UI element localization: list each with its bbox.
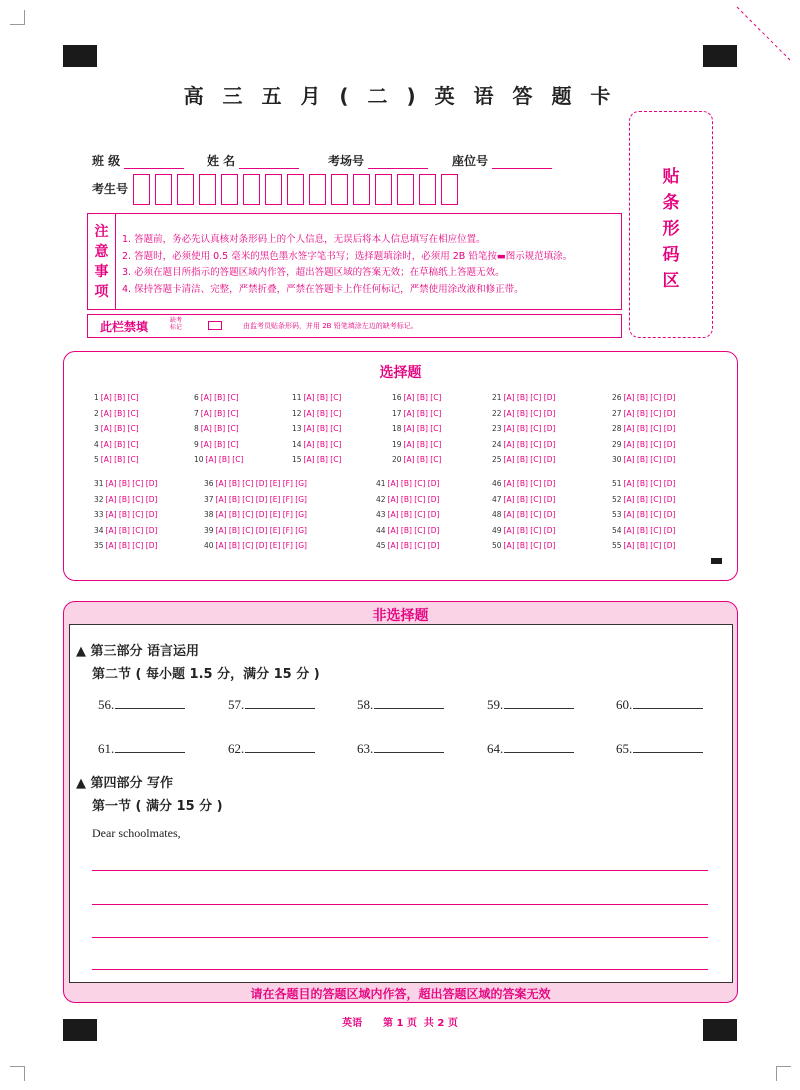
question-options: [A] [B] [C] [D]: [105, 510, 158, 520]
question-number: 25: [492, 455, 502, 465]
question-options: [A] [B] [C] [D]: [387, 525, 440, 535]
nonchoice-footer: 请在各题目的答题区域内作答，超出答题区域的答案无效: [250, 987, 551, 1001]
choice-question[interactable]: [492, 479, 555, 488]
question-number: 30: [612, 455, 622, 465]
question-number: 43: [376, 510, 386, 520]
choice-question[interactable]: [612, 440, 675, 449]
choice-question[interactable]: [292, 424, 341, 433]
choice-question[interactable]: [204, 541, 307, 550]
question-options: [A] [B] [C] [D]: [623, 455, 676, 465]
choice-title: 选择题: [379, 365, 422, 381]
question-options: [A] [B] [C] [D]: [503, 424, 556, 434]
page-title: 高 三 五 月 ( 二 ) 英 语 答 题 卡: [183, 84, 617, 108]
question-number: 6: [194, 393, 199, 402]
question-options: [A] [B] [C] [D]: [503, 408, 556, 418]
writing-line[interactable]: [92, 969, 708, 970]
seat-field[interactable]: [452, 152, 552, 169]
question-options: [A] [B] [C] [D]: [503, 439, 556, 449]
answer-blank[interactable]: 63.: [357, 740, 444, 757]
name-label: 姓 名: [207, 154, 236, 168]
question-number: 44: [376, 525, 386, 535]
choice-question[interactable]: [194, 440, 239, 449]
notice-item: 1. 答题前，务必先认真核对条形码上的个人信息，无误后将本人信息填写在相应位置。: [122, 234, 486, 245]
absent-mark-box[interactable]: [208, 321, 222, 330]
question-options: [A] [B] [C] [D]: [503, 479, 556, 488]
crop-mark: [776, 1066, 791, 1081]
question-number: 42: [376, 494, 386, 504]
question-number: 35: [94, 541, 104, 551]
choice-question[interactable]: [292, 409, 341, 418]
choice-question[interactable]: [612, 526, 675, 535]
answer-blank[interactable]: 57.: [228, 696, 315, 713]
question-number: 32: [94, 494, 104, 504]
question-number: 55: [612, 541, 622, 551]
question-number: 50: [492, 541, 502, 551]
question-options: [A] [B] [C] [D] [E] [F] [G]: [215, 510, 307, 520]
question-number: 21: [492, 393, 502, 402]
question-options: [A] [B] [C]: [200, 393, 239, 402]
position-mark: [63, 45, 97, 67]
choice-question[interactable]: [194, 409, 239, 418]
question-options: [A] [B] [C]: [200, 439, 239, 449]
question-options: [A] [B] [C] [D]: [387, 479, 440, 488]
question-options: [A] [B] [C] [D]: [387, 541, 440, 551]
crop-mark: [10, 10, 25, 25]
question-number: 36: [204, 479, 214, 488]
question-number: 41: [376, 479, 386, 488]
question-number: 22: [492, 408, 502, 418]
choice-question[interactable]: [612, 495, 675, 504]
question-options: [A] [B] [C]: [403, 393, 442, 402]
choice-question[interactable]: [204, 479, 307, 488]
choice-question[interactable]: [204, 510, 307, 519]
question-number: 13: [292, 424, 302, 434]
choice-question[interactable]: [492, 424, 555, 433]
question-number: 46: [492, 479, 502, 488]
forbid-label: 此栏禁填: [100, 320, 149, 334]
answer-blank[interactable]: 62.: [228, 740, 315, 757]
choice-question[interactable]: [292, 455, 341, 464]
choice-question[interactable]: [204, 526, 307, 535]
question-number: 26: [612, 393, 622, 402]
choice-question[interactable]: [492, 495, 555, 504]
question-options: [A] [B] [C]: [100, 424, 139, 434]
choice-question[interactable]: [612, 409, 675, 418]
question-options: [A] [B] [C] [D]: [623, 541, 676, 551]
answer-blank[interactable]: 56.: [98, 696, 185, 713]
question-number: 16: [392, 393, 402, 402]
room-field[interactable]: [328, 152, 428, 169]
small-position-mark: [711, 558, 722, 564]
question-options: [A] [B] [C] [D] [E] [F] [G]: [215, 494, 307, 504]
question-options: [A] [B] [C] [D]: [623, 494, 676, 504]
question-options: [A] [B] [C] [D]: [623, 393, 676, 402]
question-number: 18: [392, 424, 402, 434]
choice-question[interactable]: [612, 541, 675, 550]
question-options: [A] [B] [C] [D]: [105, 479, 158, 488]
question-options: [A] [B] [C] [D] [E] [F] [G]: [215, 541, 307, 551]
question-number: 2: [94, 408, 99, 418]
exam-no-boxes[interactable]: [133, 174, 463, 205]
question-options: [A] [B] [C]: [200, 408, 239, 418]
question-number: 52: [612, 494, 622, 504]
absent-note: 由监考员贴条形码，并用 2B 铅笔填涂左边的缺考标记。: [243, 322, 418, 330]
question-number: 23: [492, 424, 502, 434]
question-options: [A] [B] [C] [D] [E] [F] [G]: [215, 525, 307, 535]
choice-question[interactable]: [492, 510, 555, 519]
choice-question[interactable]: [492, 409, 555, 418]
question-number: 19: [392, 439, 402, 449]
question-options: [A] [B] [C]: [200, 424, 239, 434]
question-number: 12: [292, 408, 302, 418]
question-number: 53: [612, 510, 622, 520]
question-options: [A] [B] [C]: [303, 439, 342, 449]
question-number: 33: [94, 510, 104, 520]
notice-item: 3. 必须在题目所指示的答题区域内作答，超出答题区域的答案无效；在草稿纸上答题无效。: [122, 267, 505, 278]
choice-question[interactable]: [94, 409, 139, 418]
class-label: 班 级: [92, 154, 121, 168]
choice-question[interactable]: [376, 510, 439, 519]
choice-question[interactable]: [292, 393, 341, 402]
notice-box: [87, 213, 622, 310]
question-number: 31: [94, 479, 104, 488]
question-options: [A] [B] [C] [D]: [503, 525, 556, 535]
choice-question[interactable]: [612, 510, 675, 519]
question-number: 24: [492, 439, 502, 449]
question-number: 9: [194, 439, 199, 449]
part3-section: 第二节 ( 每小题 1.5 分，满分 15 分 ): [92, 667, 320, 682]
question-number: 49: [492, 525, 502, 535]
letter-greeting: Dear schoolmates,: [92, 826, 181, 840]
question-options: [A] [B] [C] [D]: [105, 541, 158, 551]
question-number: 48: [492, 510, 502, 520]
choice-question[interactable]: [612, 479, 675, 488]
choice-question[interactable]: [194, 393, 239, 402]
question-options: [A] [B] [C] [D]: [623, 424, 676, 434]
question-options: [A] [B] [C]: [303, 408, 342, 418]
choice-question[interactable]: [194, 455, 243, 464]
choice-question[interactable]: [376, 541, 439, 550]
question-options: [A] [B] [C] [D]: [503, 510, 556, 520]
question-options: [A] [B] [C]: [100, 393, 139, 402]
question-options: [A] [B] [C]: [403, 455, 442, 465]
question-options: [A] [B] [C]: [303, 455, 342, 465]
question-number: 54: [612, 525, 622, 535]
question-options: [A] [B] [C]: [303, 393, 342, 402]
question-number: 3: [94, 424, 99, 434]
question-options: [A] [B] [C] [D]: [623, 510, 676, 520]
question-number: 7: [194, 408, 199, 418]
question-options: [A] [B] [C] [D]: [105, 525, 158, 535]
question-options: [A] [B] [C] [D]: [623, 408, 676, 418]
choice-question[interactable]: [94, 526, 157, 535]
question-options: [A] [B] [C]: [100, 439, 139, 449]
page-footer: 英语 第 1 页 共 2 页: [342, 1018, 458, 1029]
answer-blank[interactable]: 59.: [487, 696, 574, 713]
question-number: 10: [194, 455, 204, 465]
name-field[interactable]: [207, 152, 299, 169]
room-label: 考场号: [328, 154, 365, 168]
choice-question[interactable]: [392, 455, 441, 464]
choice-question[interactable]: [94, 479, 157, 488]
answer-blank[interactable]: 58.: [357, 696, 444, 713]
choice-question[interactable]: [292, 440, 341, 449]
question-options: [A] [B] [C] [D]: [623, 439, 676, 449]
choice-question[interactable]: [492, 455, 555, 464]
question-number: 1: [94, 393, 99, 402]
choice-question[interactable]: [376, 526, 439, 535]
question-options: [A] [B] [C] [D]: [623, 479, 676, 488]
question-options: [A] [B] [C]: [403, 439, 442, 449]
question-number: 40: [204, 541, 214, 551]
question-options: [A] [B] [C]: [403, 408, 442, 418]
question-options: [A] [B] [C] [D]: [503, 541, 556, 551]
answer-blank[interactable]: 60.: [616, 696, 703, 713]
question-number: 4: [94, 439, 99, 449]
choice-question[interactable]: [376, 479, 439, 488]
choice-question[interactable]: [376, 495, 439, 504]
question-number: 28: [612, 424, 622, 434]
choice-question[interactable]: [94, 393, 139, 402]
part4-section: 第一节 ( 满分 15 分 ): [92, 799, 223, 814]
question-number: 20: [392, 455, 402, 465]
question-number: 45: [376, 541, 386, 551]
crop-mark: [10, 1066, 25, 1081]
question-number: 5: [94, 455, 99, 465]
question-number: 17: [392, 408, 402, 418]
question-number: 29: [612, 439, 622, 449]
choice-question[interactable]: [612, 393, 675, 402]
notice-item: 4. 保持答题卡清洁、完整，严禁折叠，严禁在答题卡上作任何标记，严禁使用涂改液和修正带。: [122, 283, 524, 295]
writing-line[interactable]: [92, 937, 708, 938]
choice-question[interactable]: [94, 510, 157, 519]
question-options: [A] [B] [C] [D]: [105, 494, 158, 504]
question-options: [A] [B] [C]: [303, 424, 342, 434]
barcode-area: 贴 条 形 码 区: [629, 111, 713, 338]
question-number: 34: [94, 525, 104, 535]
question-options: [A] [B] [C]: [100, 455, 139, 465]
question-options: [A] [B] [C] [D]: [503, 455, 556, 465]
choice-question[interactable]: [612, 455, 675, 464]
question-number: 38: [204, 510, 214, 520]
part3-heading: ▲ 第三部分 语言运用: [76, 644, 200, 659]
question-options: [A] [B] [C]: [205, 455, 244, 465]
choice-question[interactable]: [492, 440, 555, 449]
choice-question[interactable]: [94, 440, 139, 449]
choice-section: [63, 351, 738, 581]
choice-question[interactable]: [204, 495, 307, 504]
choice-question[interactable]: [94, 424, 139, 433]
choice-question[interactable]: [492, 541, 555, 550]
question-options: [A] [B] [C] [D]: [387, 494, 440, 504]
question-number: 11: [292, 393, 302, 402]
absent-label: 缺考 标记: [170, 317, 183, 331]
question-options: [A] [B] [C] [D]: [503, 393, 556, 402]
notice-item: 2. 答题时，必须使用 0.5 毫米的黑色墨水签字笔书写；选择题填涂时，必须用 2B 铅笔按▬图示规范填涂。: [122, 250, 573, 262]
answer-blank[interactable]: 64.: [487, 740, 574, 757]
question-options: [A] [B] [C] [D]: [387, 510, 440, 520]
question-number: 14: [292, 439, 302, 449]
choice-question[interactable]: [94, 541, 157, 550]
question-number: 51: [612, 479, 622, 488]
choice-question[interactable]: [392, 440, 441, 449]
question-options: [A] [B] [C]: [100, 408, 139, 418]
choice-question[interactable]: [492, 393, 555, 402]
choice-question[interactable]: [94, 495, 157, 504]
nonchoice-title: 非选择题: [372, 608, 429, 624]
question-number: 8: [194, 424, 199, 434]
choice-question[interactable]: [612, 424, 675, 433]
question-number: 15: [292, 455, 302, 465]
answer-blank[interactable]: 61.: [98, 740, 185, 757]
class-field[interactable]: [92, 152, 184, 169]
choice-question[interactable]: [194, 424, 239, 433]
choice-question[interactable]: [492, 526, 555, 535]
part4-heading: ▲ 第四部分 写作: [76, 776, 174, 791]
question-number: 39: [204, 525, 214, 535]
choice-question[interactable]: [94, 455, 139, 464]
forbid-row: [87, 314, 622, 338]
choice-question[interactable]: [392, 424, 441, 433]
notice-head: 注 意 事 项: [88, 214, 116, 309]
exam-no-label: 考生号: [92, 182, 129, 196]
question-options: [A] [B] [C] [D]: [503, 494, 556, 504]
writing-line[interactable]: [92, 870, 708, 871]
fold-dashed-line: [735, 5, 795, 65]
question-options: [A] [B] [C] [D] [E] [F] [G]: [215, 479, 307, 488]
seat-label: 座位号: [452, 154, 489, 168]
answer-blank[interactable]: 65.: [616, 740, 703, 757]
question-number: 47: [492, 494, 502, 504]
choice-question[interactable]: [392, 393, 441, 402]
writing-line[interactable]: [92, 904, 708, 905]
question-number: 27: [612, 408, 622, 418]
question-options: [A] [B] [C] [D]: [623, 525, 676, 535]
choice-question[interactable]: [392, 409, 441, 418]
position-mark: [703, 45, 737, 67]
question-number: 37: [204, 494, 214, 504]
question-options: [A] [B] [C]: [403, 424, 442, 434]
